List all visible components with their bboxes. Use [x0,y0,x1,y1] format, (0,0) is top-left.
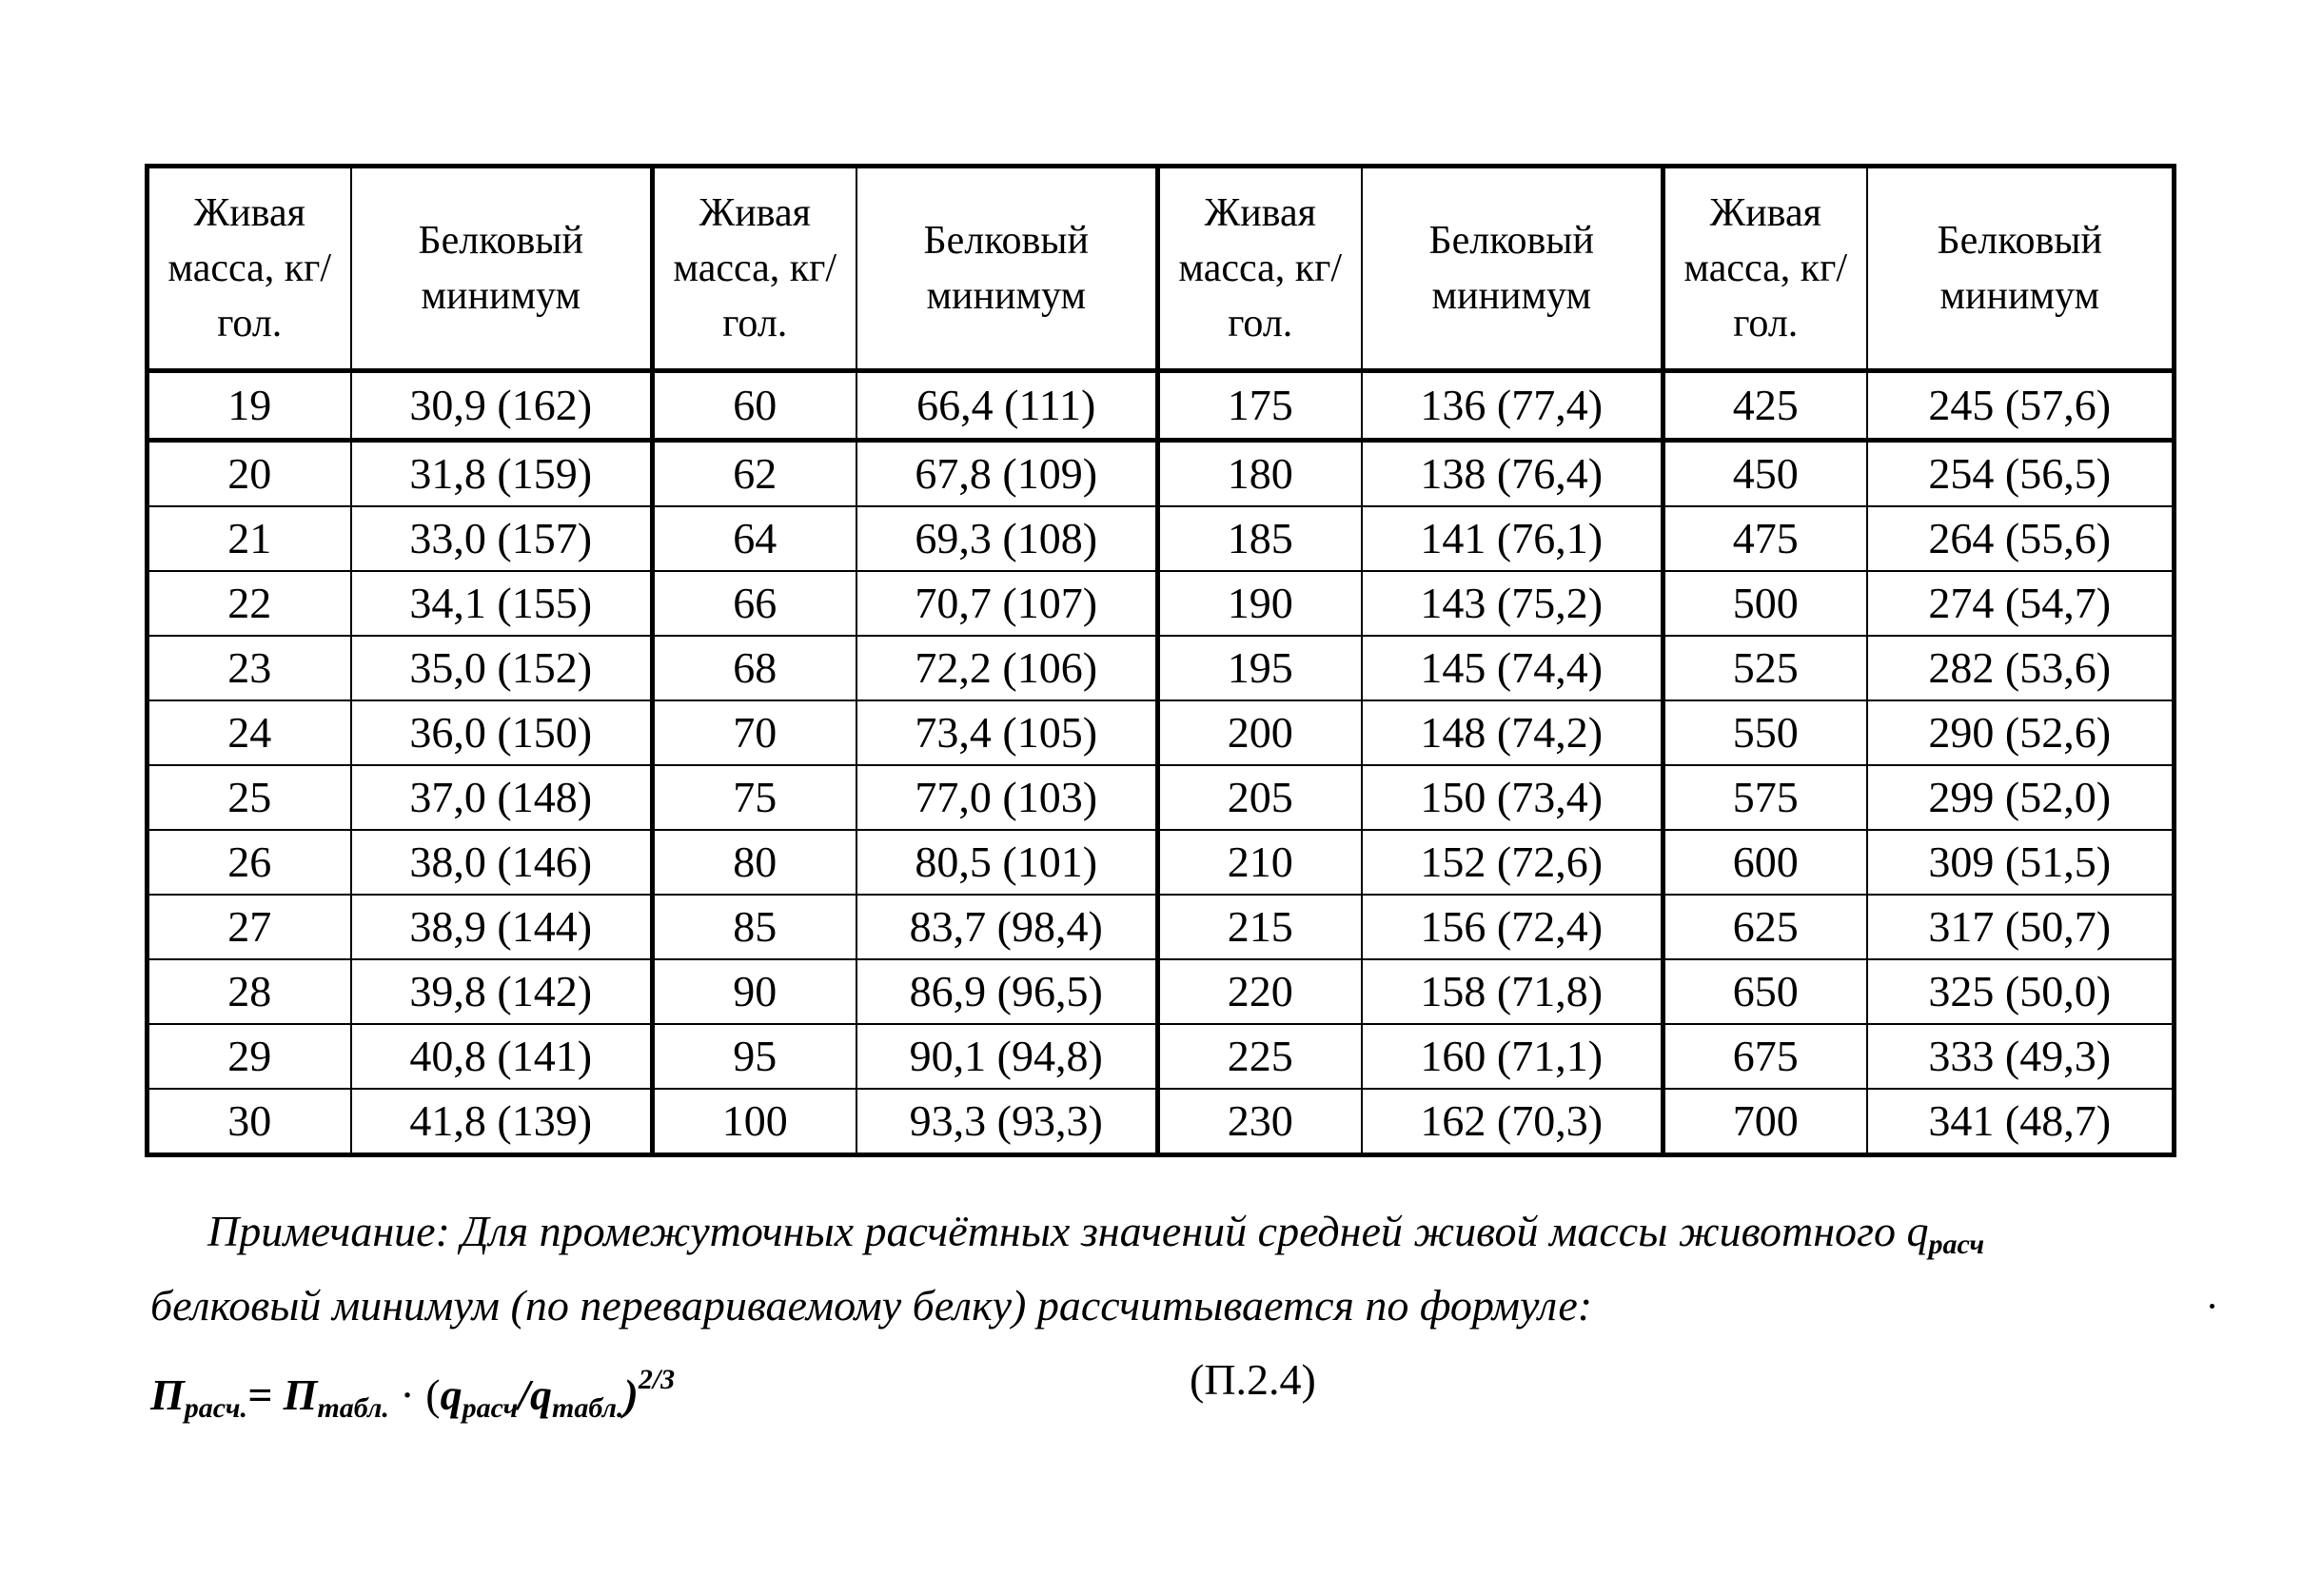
cell-live-weight: 215 [1158,895,1362,959]
table-row [148,1024,2175,1089]
cell-protein-minimum: 282 (53,6) [1867,636,2175,700]
header-live-weight: Живая масса, кг/гол. [148,167,351,371]
header-protein-minimum: Белковый минимум [1362,167,1663,371]
cell-live-weight: 62 [653,441,856,507]
cell-live-weight: 19 [148,371,351,441]
formula: $П_{расч.}= П_{табл.} \cdot (q_{расч}/q_{табл.})^{2/3}$ [150,1364,676,1424]
cell-live-weight: 200 [1158,700,1362,765]
scan-mark [2210,1304,2214,1309]
cell-protein-minimum: 36,0 (150) [351,700,653,765]
cell-protein-minimum: 245 (57,6) [1867,371,2175,441]
cell-live-weight: 210 [1158,830,1362,895]
cell-live-weight: 100 [653,1089,856,1155]
cell-protein-minimum: 67,8 (109) [856,441,1158,507]
cell-live-weight: 425 [1663,371,1867,441]
cell-live-weight: 225 [1158,1024,1362,1089]
cell-live-weight: 500 [1663,571,1867,636]
cell-protein-minimum: 83,7 (98,4) [856,895,1158,959]
cell-protein-minimum: 162 (70,3) [1362,1089,1663,1155]
cell-live-weight: 29 [148,1024,351,1089]
protein-minimum-table [145,164,2176,1157]
note [150,1201,2177,1336]
cell-live-weight: 60 [653,371,856,441]
cell-live-weight: 625 [1663,895,1867,959]
cell-protein-minimum: 40,8 (141) [351,1024,653,1089]
cell-live-weight: 475 [1663,506,1867,571]
table-row [148,371,2175,441]
note-line-1: Примечание: Для промежуточных расчётных значений средней живой массы животного $q_{расч}$ [207,1207,1985,1260]
cell-protein-minimum: 341 (48,7) [1867,1089,2175,1155]
header-protein-minimum: Белковый минимум [351,167,653,371]
cell-live-weight: 26 [148,830,351,895]
table-row [148,506,2175,571]
cell-protein-minimum: 148 (74,2) [1362,700,1663,765]
cell-live-weight: 180 [1158,441,1362,507]
table-row [148,765,2175,830]
note-line-2: белковый минимум (по перевариваемому белку) рассчитывается по формуле: [150,1281,1593,1330]
table-row [148,1089,2175,1155]
cell-live-weight: 205 [1158,765,1362,830]
cell-live-weight: 525 [1663,636,1867,700]
cell-live-weight: 30 [148,1089,351,1155]
cell-protein-minimum: 333 (49,3) [1867,1024,2175,1089]
cell-live-weight: 185 [1158,506,1362,571]
cell-live-weight: 550 [1663,700,1867,765]
cell-protein-minimum: 160 (71,1) [1362,1024,1663,1089]
cell-live-weight: 22 [148,571,351,636]
cell-live-weight: 190 [1158,571,1362,636]
cell-protein-minimum: 34,1 (155) [351,571,653,636]
cell-protein-minimum: 66,4 (111) [856,371,1158,441]
cell-protein-minimum: 33,0 (157) [351,506,653,571]
header-protein-minimum: Белковый минимум [856,167,1158,371]
cell-protein-minimum: 73,4 (105) [856,700,1158,765]
cell-live-weight: 230 [1158,1089,1362,1155]
header-live-weight: Живая масса, кг/гол. [1158,167,1362,371]
cell-protein-minimum: 138 (76,4) [1362,441,1663,507]
cell-protein-minimum: 152 (72,6) [1362,830,1663,895]
cell-live-weight: 24 [148,700,351,765]
cell-live-weight: 650 [1663,959,1867,1024]
cell-protein-minimum: 72,2 (106) [856,636,1158,700]
formula-number: (П.2.4) [1190,1355,1316,1404]
cell-protein-minimum: 254 (56,5) [1867,441,2175,507]
cell-protein-minimum: 70,7 (107) [856,571,1158,636]
cell-protein-minimum: 325 (50,0) [1867,959,2175,1024]
cell-live-weight: 220 [1158,959,1362,1024]
header-live-weight: Живая масса, кг/гол. [653,167,856,371]
cell-protein-minimum: 274 (54,7) [1867,571,2175,636]
table-row [148,830,2175,895]
cell-protein-minimum: 156 (72,4) [1362,895,1663,959]
cell-live-weight: 450 [1663,441,1867,507]
cell-live-weight: 175 [1158,371,1362,441]
cell-protein-minimum: 35,0 (152) [351,636,653,700]
table-body [148,371,2175,1155]
cell-protein-minimum: 38,9 (144) [351,895,653,959]
cell-live-weight: 25 [148,765,351,830]
cell-protein-minimum: 93,3 (93,3) [856,1089,1158,1155]
table-header-row [148,167,2175,371]
cell-protein-minimum: 136 (77,4) [1362,371,1663,441]
cell-protein-minimum: 86,9 (96,5) [856,959,1158,1024]
cell-protein-minimum: 77,0 (103) [856,765,1158,830]
table-row [148,636,2175,700]
table-row [148,895,2175,959]
cell-live-weight: 90 [653,959,856,1024]
cell-protein-minimum: 290 (52,6) [1867,700,2175,765]
cell-protein-minimum: 317 (50,7) [1867,895,2175,959]
table-row [148,441,2175,507]
cell-protein-minimum: 39,8 (142) [351,959,653,1024]
cell-protein-minimum: 80,5 (101) [856,830,1158,895]
cell-live-weight: 66 [653,571,856,636]
cell-protein-minimum: 264 (55,6) [1867,506,2175,571]
cell-live-weight: 600 [1663,830,1867,895]
cell-protein-minimum: 41,8 (139) [351,1089,653,1155]
cell-live-weight: 70 [653,700,856,765]
cell-live-weight: 85 [653,895,856,959]
cell-protein-minimum: 141 (76,1) [1362,506,1663,571]
cell-protein-minimum: 145 (74,4) [1362,636,1663,700]
table-row [148,571,2175,636]
cell-live-weight: 28 [148,959,351,1024]
cell-live-weight: 675 [1663,1024,1867,1089]
table-row [148,959,2175,1024]
cell-live-weight: 27 [148,895,351,959]
cell-live-weight: 64 [653,506,856,571]
cell-protein-minimum: 37,0 (148) [351,765,653,830]
cell-protein-minimum: 299 (52,0) [1867,765,2175,830]
cell-live-weight: 75 [653,765,856,830]
table-row [148,700,2175,765]
cell-live-weight: 80 [653,830,856,895]
header-protein-minimum: Белковый минимум [1867,167,2175,371]
cell-live-weight: 21 [148,506,351,571]
cell-protein-minimum: 31,8 (159) [351,441,653,507]
cell-protein-minimum: 69,3 (108) [856,506,1158,571]
cell-protein-minimum: 30,9 (162) [351,371,653,441]
cell-protein-minimum: 158 (71,8) [1362,959,1663,1024]
cell-protein-minimum: 309 (51,5) [1867,830,2175,895]
cell-live-weight: 95 [653,1024,856,1089]
cell-live-weight: 575 [1663,765,1867,830]
cell-protein-minimum: 38,0 (146) [351,830,653,895]
cell-protein-minimum: 90,1 (94,8) [856,1024,1158,1089]
cell-live-weight: 23 [148,636,351,700]
cell-live-weight: 700 [1663,1089,1867,1155]
cell-protein-minimum: 143 (75,2) [1362,571,1663,636]
cell-live-weight: 20 [148,441,351,507]
cell-protein-minimum: 150 (73,4) [1362,765,1663,830]
header-live-weight: Живая масса, кг/гол. [1663,167,1867,371]
cell-live-weight: 68 [653,636,856,700]
cell-live-weight: 195 [1158,636,1362,700]
